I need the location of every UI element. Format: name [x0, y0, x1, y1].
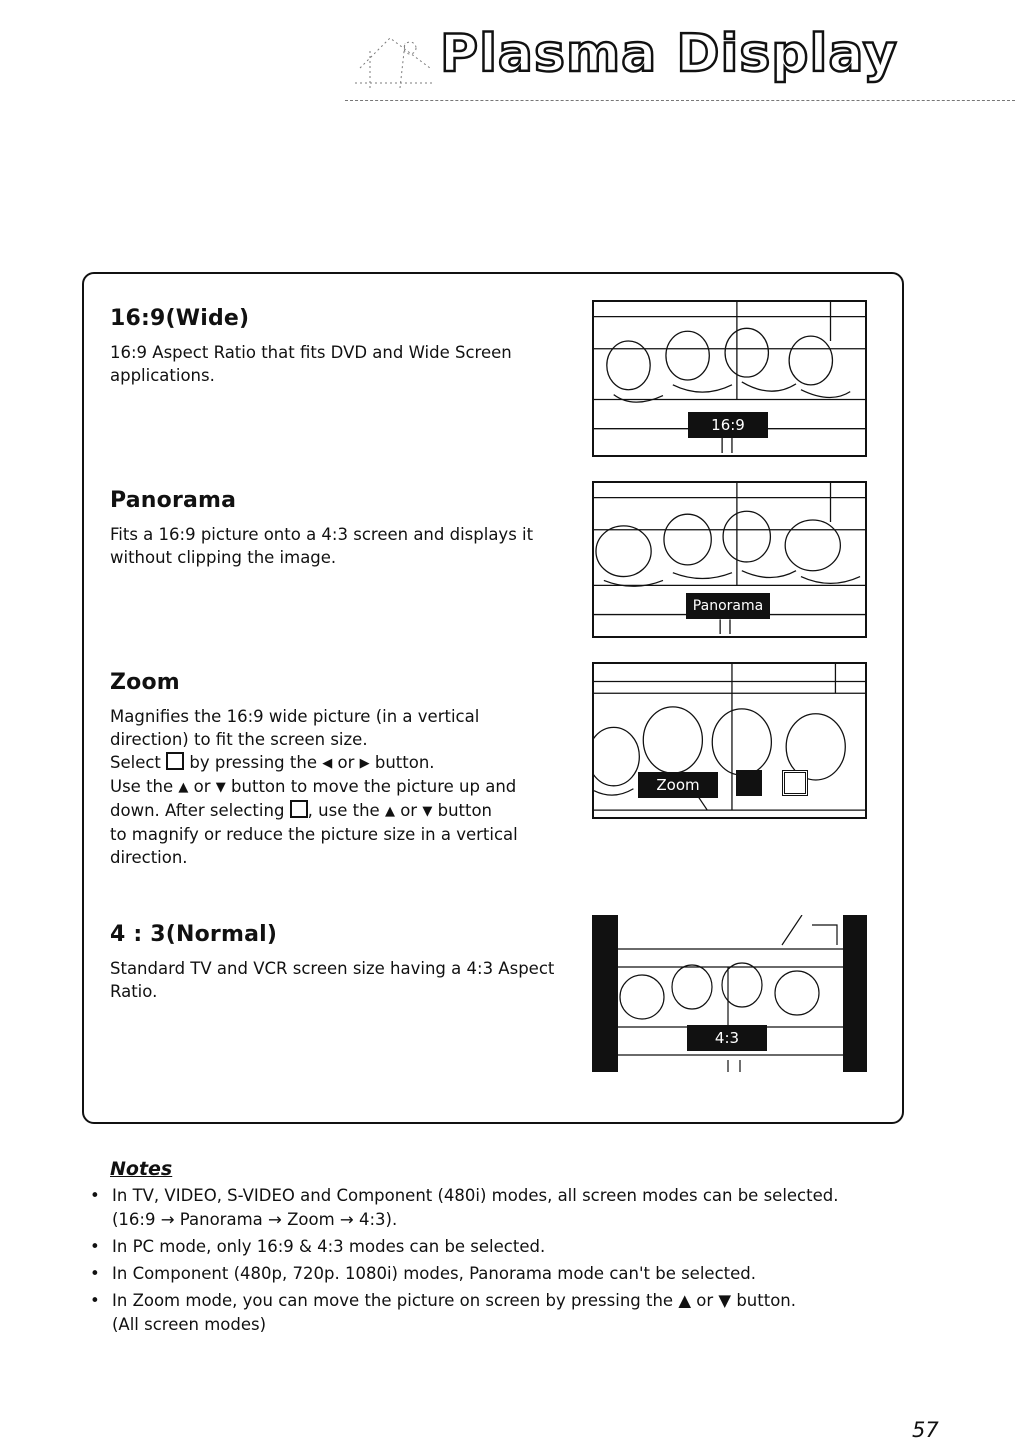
notes-title: Notes: [110, 1158, 173, 1180]
section-wide: [110, 306, 580, 387]
header-decoration: [350, 28, 440, 94]
aspect-osd-label: 4:3: [687, 1025, 767, 1051]
section-text: Magnifies the 16:9 wide picture (in a vertical direction) to fit the screen size. Select by pressing the ◀ or ▶ button. Use the ▲ or ▼ button to move the picture up and down. After selecting , use the ▲ or ▼ button to magnify or reduce the picture size in a vertical direction.: [110, 707, 518, 867]
header-title: Plasma Display: [440, 24, 898, 84]
normal-illustration: [592, 915, 867, 1072]
notes: [90, 1158, 912, 1340]
section-title: Panorama: [110, 488, 237, 513]
left-arrow-icon: ◀: [322, 756, 333, 771]
aspect-osd-label: 16:9: [688, 412, 768, 438]
puppies-image: [594, 664, 865, 817]
section-zoom: [110, 670, 580, 869]
panorama-illustration: [592, 481, 867, 638]
down-arrow-icon: ▼: [215, 780, 226, 795]
right-arrow-icon: ▶: [359, 756, 370, 771]
page-number: 57: [912, 1418, 939, 1442]
up-arrow-icon: ▲: [384, 804, 395, 819]
note-item: • In TV, VIDEO, S-VIDEO and Component (480i) modes, all screen modes can be selected. (16:9 → Panorama → Zoom → 4:3).: [90, 1186, 839, 1229]
aspect-osd-label: Zoom: [638, 772, 718, 798]
down-arrow-icon: ▼: [422, 804, 433, 819]
zoom-icon: [166, 752, 184, 770]
wide-illustration: [592, 300, 867, 457]
section-text: Standard TV and VCR screen size having a 4:3 Aspect Ratio.: [110, 959, 555, 1001]
section-title: Zoom: [110, 670, 180, 695]
section-title: 16:9(Wide): [110, 306, 250, 331]
vertical-osd-icon: [782, 770, 808, 796]
section-text: 16:9 Aspect Ratio that fits DVD and Wide Screen applications.: [110, 343, 512, 385]
vertical-adjust-icon: [290, 800, 308, 818]
section-normal: [110, 922, 580, 1003]
section-title: 4 : 3(Normal): [110, 922, 278, 947]
note-item: • In PC mode, only 16:9 & 4:3 modes can be selected.: [90, 1237, 546, 1256]
header-rule: [345, 100, 1015, 101]
up-arrow-icon: ▲: [178, 780, 189, 795]
aspect-osd-label: Panorama: [686, 593, 770, 619]
notes-list: [90, 1184, 912, 1337]
page-header: [0, 0, 1018, 110]
section-text: Fits a 16:9 picture onto a 4:3 screen and displays it without clipping the image.: [110, 525, 534, 567]
zoom-osd-icon: [736, 770, 762, 796]
zoom-illustration: [592, 662, 867, 819]
note-item: • In Component (480p, 720p. 1080i) modes, Panorama mode can't be selected.: [90, 1264, 756, 1283]
note-item: • In Zoom mode, you can move the picture on screen by pressing the ▲ or ▼ button. (All screen modes): [90, 1291, 796, 1334]
section-panorama: [110, 488, 580, 569]
